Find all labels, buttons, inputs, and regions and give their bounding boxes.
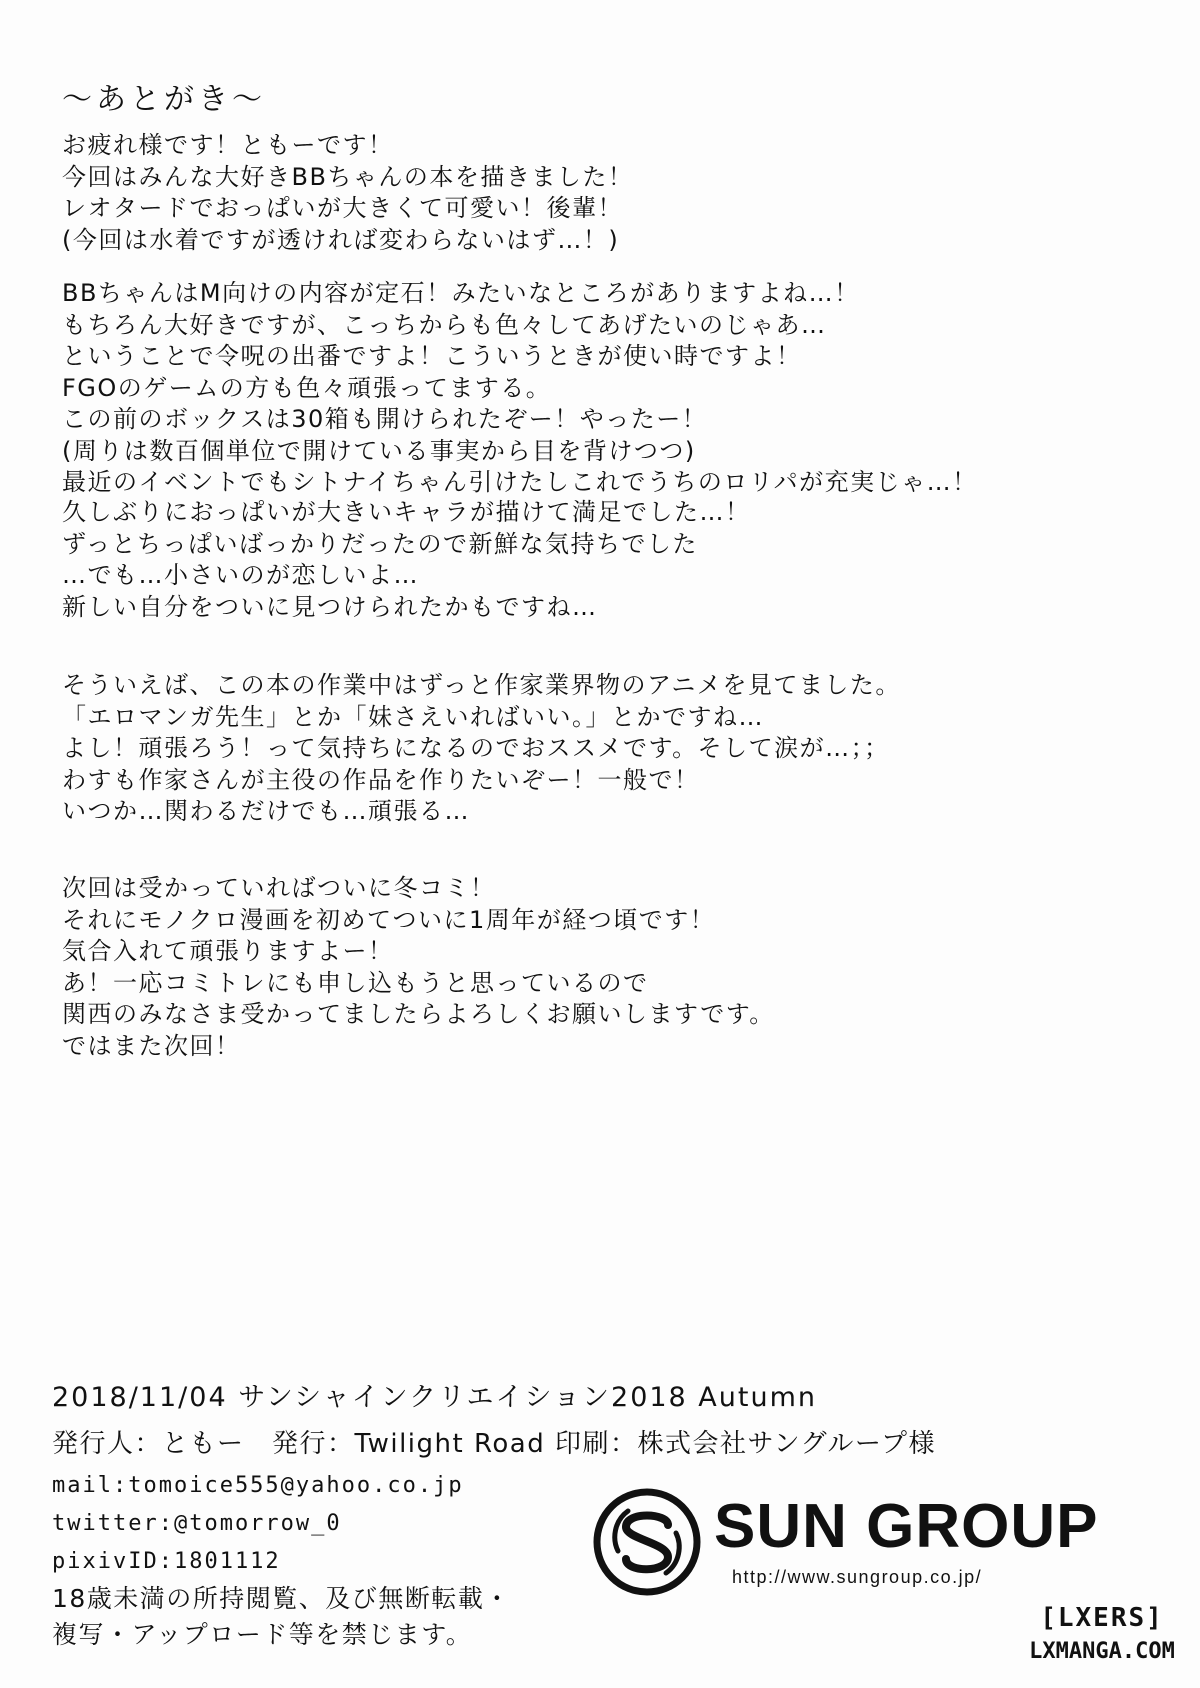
event-info: 2018/11/04 サンシャインクリエイション2018 Autumn [52, 1382, 818, 1413]
text-line: ずっとちっぱいばっかりだったので新鮮な気持ちでした [62, 529, 698, 558]
text-line: よし！頑張ろう！って気持ちになるのでおススメです。そして涙が…；； [62, 734, 890, 762]
copyright-notice-line: 18歳未満の所持閲覧、及び無断転載・ [52, 1584, 511, 1613]
paragraph-greeting [62, 130, 1142, 256]
text-line: 気合入れて頑張りますよー！ [62, 937, 394, 965]
text-line: 関西のみなさま受かってましたらよろしくお願いしますです。 [62, 1000, 775, 1028]
contact-mail: mail:tomoice555@yahoo.co.jp [52, 1473, 464, 1498]
text-line: いつか…関わるだけでも…頑張る… [62, 797, 470, 825]
text-line: ではまた次回！ [62, 1031, 241, 1060]
contact-pixiv: pixivID:1801112 [52, 1549, 281, 1574]
sun-group-logo [592, 1487, 1132, 1597]
watermark-top: [LXERS] [1040, 1603, 1164, 1633]
text-line: …でも…小さいのが恋しいよ… [62, 561, 419, 589]
text-line: それにモノクロ漫画を初めてついに1周年が経つ頃です！ [62, 905, 716, 934]
text-line: レオタードでおっぱいが大きくて可愛い！後輩！ [62, 194, 623, 222]
text-line: もちろん大好きですが、こっちからも色々してあげたいのじゃあ… [62, 310, 827, 339]
text-line: この前のボックスは30箱も開けられたぞー！やったー！ [62, 405, 708, 433]
publisher-info: 発行人：ともー 発行：Twilight Road 印刷：株式会社サングループ様 [52, 1429, 937, 1459]
text-line: あ！一応コミトレにも申し込もうと思っているので [62, 968, 649, 997]
text-line: 次回は受かっていればついに冬コミ！ [62, 874, 496, 902]
logo-url: http://www.sungroup.co.jp/ [732, 1567, 983, 1587]
logo-name: SUN GROUP [714, 1492, 1099, 1561]
paragraph-next-event [62, 873, 1142, 1062]
copyright-notice-line: 複写・アップロード等を禁じます。 [52, 1620, 473, 1649]
watermark-bottom: LXMANGA.COM [1029, 1639, 1175, 1664]
text-line: 新しい自分をついに見つけられたかもですね… [62, 592, 598, 621]
contact-twitter: twitter:@tomorrow_0 [52, 1511, 342, 1536]
paragraph-character [62, 497, 1142, 623]
text-line: 久しぶりにおっぱいが大きいキャラが描けて満足でした…！ [62, 498, 751, 526]
site-watermark [1012, 1600, 1192, 1684]
text-line: 最近のイベントでもシトナイちゃん引けたしこれでうちのロリパが充実じゃ…！ [62, 468, 978, 496]
text-line: わすも作家さんが主役の作品を作りたいぞー！一般で！ [62, 765, 700, 794]
text-line: BBちゃんはM向けの内容が定石！みたいなところがありますよね…！ [62, 279, 860, 307]
text-line: 「エロマンガ先生」とか「妹さえいればいい。」とかですね… [62, 702, 764, 731]
paragraph-fgo [62, 278, 1142, 499]
text-line: FGOのゲームの方も色々頑張ってまする。 [62, 373, 552, 402]
text-line: ということで令呪の出番ですよ！こういうときが使い時ですよ！ [62, 342, 802, 370]
afterword-heading: 〜あとがき〜 [62, 82, 266, 117]
text-line: 今回はみんな大好きBBちゃんの本を描きました！ [62, 162, 634, 191]
paragraph-anime [62, 670, 1142, 828]
text-line: お疲れ様です！ともーです！ [62, 131, 394, 159]
text-line: (今回は水着ですが透ければ変わらないはず…！) [62, 225, 620, 254]
text-line: (周りは数百個単位で開けている事実から目を背けつつ) [62, 436, 696, 465]
text-line: そういえば、この本の作業中はずっと作家業界物のアニメを見てました。 [62, 671, 901, 699]
sun-group-swirl-icon [592, 1487, 702, 1601]
